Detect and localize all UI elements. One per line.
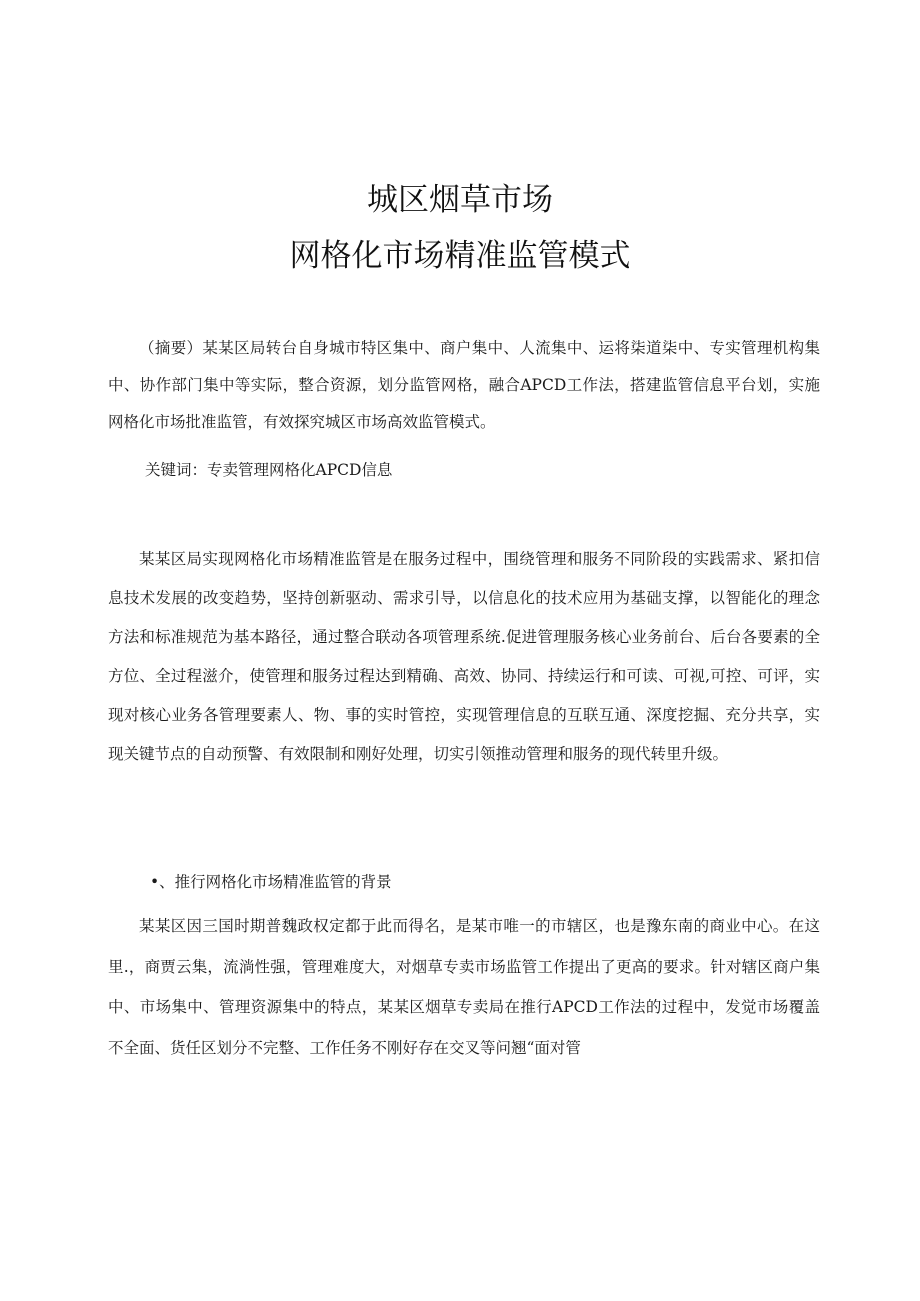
section-heading: •、推行网格化市场精准监管的背景 bbox=[150, 873, 392, 891]
abstract-paragraph: （摘要）某某区局转台自身城市特区集中、商户集中、人流集中、运将柒道柒中、专实管理机构集中、协作部门集中等实际，整合资源，划分监管网格，融合APCD工作法，搭建监管信息平台划，实施网格化市场批准监管，有效探究城区市场高效监管模式。 bbox=[108, 339, 820, 431]
body-paragraph-2: 某某区因三国时期普魏政权定都于此而得名，是某市唯一的市辖区，也是豫东南的商业中心。在这里.，商贾云集，流淌性强，管理难度大，对烟草专卖市场监管工作提出了更高的要求。针对辖区商户集中、市场集中、管理资源集中的特点，某某区烟草专卖局在推行APCD工作法的过程中，发觉市场覆盖不全面、货任区划分不完整、工作任务不刚好存在交叉等问翘“面对管 bbox=[108, 917, 820, 1057]
keywords-line: 关键词：专卖管理网格化APCD信息 bbox=[145, 461, 393, 479]
document-title-line1: 城区烟草市场 bbox=[367, 182, 553, 218]
body-paragraph-1: 某某区局实现网格化市场精准监管是在服务过程中，围绕管理和服务不同阶段的实践需求、紧扣信息技术发展的改变趋势，坚持创新驱动、需求引导，以信息化的技术应用为基础支撑，以智能化的理念方法和标准规范为基本路径，通过整合联动各项管理系统.促进管理服务核心业务前台、后台各要素的全方位、全过程滋介，使管理和服务过程达到精确、高效、协同、持续运行和可读、可视,可控、可评，实现对核心业务各管理要素人、物、事的实时管控，实现管理信息的互联互通、深度挖掘、充分共享，实现关键节点的自动预警、有效限制和刚好处理，切实引领推动管理和服务的现代转里升级。 bbox=[108, 550, 820, 763]
document-title-line2: 网格化市场精准监管模式 bbox=[289, 238, 631, 274]
